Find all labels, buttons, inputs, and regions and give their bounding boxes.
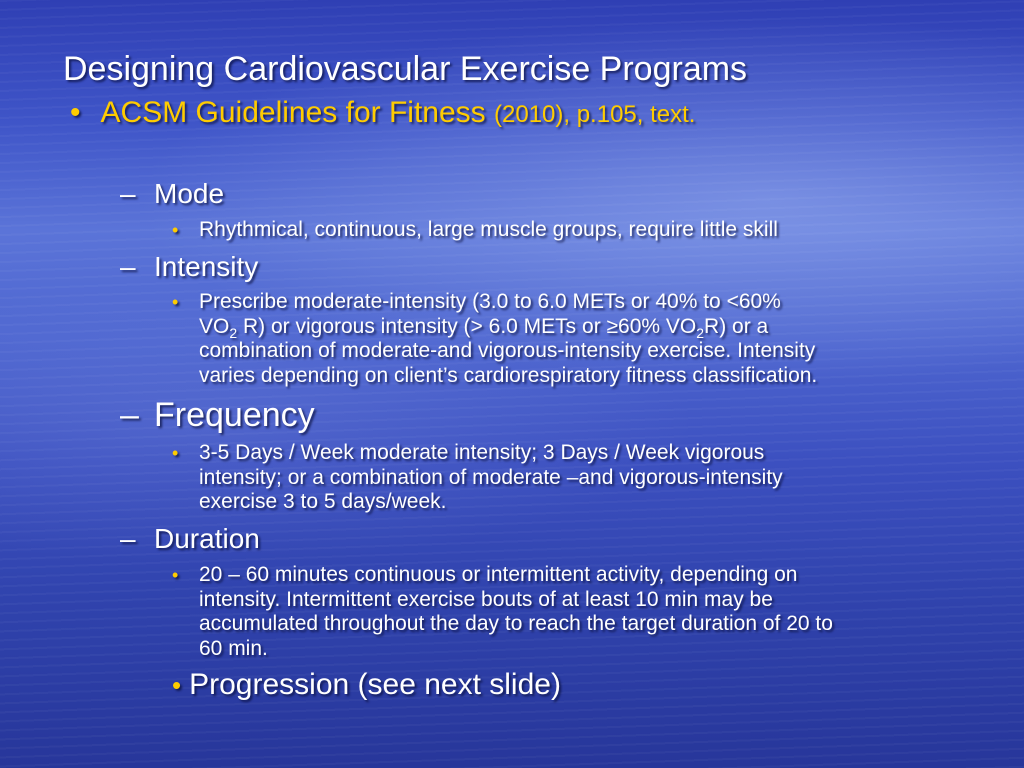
intensity-sub-2: 2 [696, 324, 705, 341]
intensity-line-2 [199, 315, 972, 340]
intensity-line-4: varies depending on client’s cardiorespiratory fitness classification. [199, 363, 818, 387]
dash-icon: – [120, 523, 136, 554]
progression-bullet [172, 666, 561, 704]
section-heading-duration [120, 522, 260, 556]
dash-icon: – [120, 396, 139, 434]
frequency-heading: Frequency [154, 396, 315, 434]
duration-heading: Duration [154, 523, 260, 554]
duration-line-2: intensity. Intermittent exercise bouts of at least 10 min may be [199, 587, 773, 611]
section-heading-frequency [120, 395, 315, 435]
intensity-line-3: combination of moderate-and vigorous-intensity exercise. Intensity [199, 339, 816, 362]
duration-bullet [172, 563, 992, 661]
intensity-line-1: Prescribe moderate-intensity (3.0 to 6.0 METs or 40% to <60% [199, 290, 781, 313]
duration-line-1: 20 – 60 minutes continuous or intermittent activity, depending on [199, 563, 798, 586]
intensity-sub-1: 2 [229, 324, 238, 341]
section-heading-mode [120, 177, 224, 211]
intensity-vo2-a: VO [199, 314, 230, 338]
bullet-icon: • [70, 96, 81, 129]
bullet-icon: • [172, 443, 179, 463]
bullet-icon: • [172, 220, 179, 240]
frequency-line-1: 3-5 Days / Week moderate intensity; 3 Days / Week vigorous [199, 441, 765, 464]
bullet-icon: • [172, 670, 182, 700]
progression-text: Progression (see next slide) [189, 668, 561, 701]
slide-title: Designing Cardiovascular Exercise Programs [63, 50, 748, 88]
intensity-vo2-b: R) or vigorous intensity (> 6.0 METs or ≥60% VO [237, 314, 697, 338]
mode-text: Rhythmical, continuous, large muscle groups, require little skill [199, 218, 778, 241]
frequency-line-2: intensity; or a combination of moderate –and vigorous-intensity [199, 465, 783, 489]
intensity-bullet [172, 290, 972, 388]
subtitle-main: ACSM Guidelines for Fitness [100, 96, 486, 129]
duration-line-4: 60 min. [199, 636, 268, 660]
duration-line-3: accumulated throughout the day to reach the target duration of 20 to [199, 612, 833, 635]
bullet-icon: • [172, 565, 179, 585]
intensity-vo2-c: R) or a [704, 314, 769, 338]
intensity-heading: Intensity [154, 251, 259, 282]
section-heading-intensity [120, 250, 258, 284]
dash-icon: – [120, 251, 136, 282]
mode-heading: Mode [154, 178, 225, 209]
frequency-bullet [172, 441, 972, 515]
subtitle-bullet [70, 94, 695, 134]
frequency-line-3: exercise 3 to 5 days/week. [199, 490, 447, 513]
bullet-icon: • [172, 292, 179, 312]
subtitle-reference: (2010), p.105, text. [494, 101, 696, 128]
dash-icon: – [120, 178, 136, 209]
mode-bullet [172, 218, 972, 243]
